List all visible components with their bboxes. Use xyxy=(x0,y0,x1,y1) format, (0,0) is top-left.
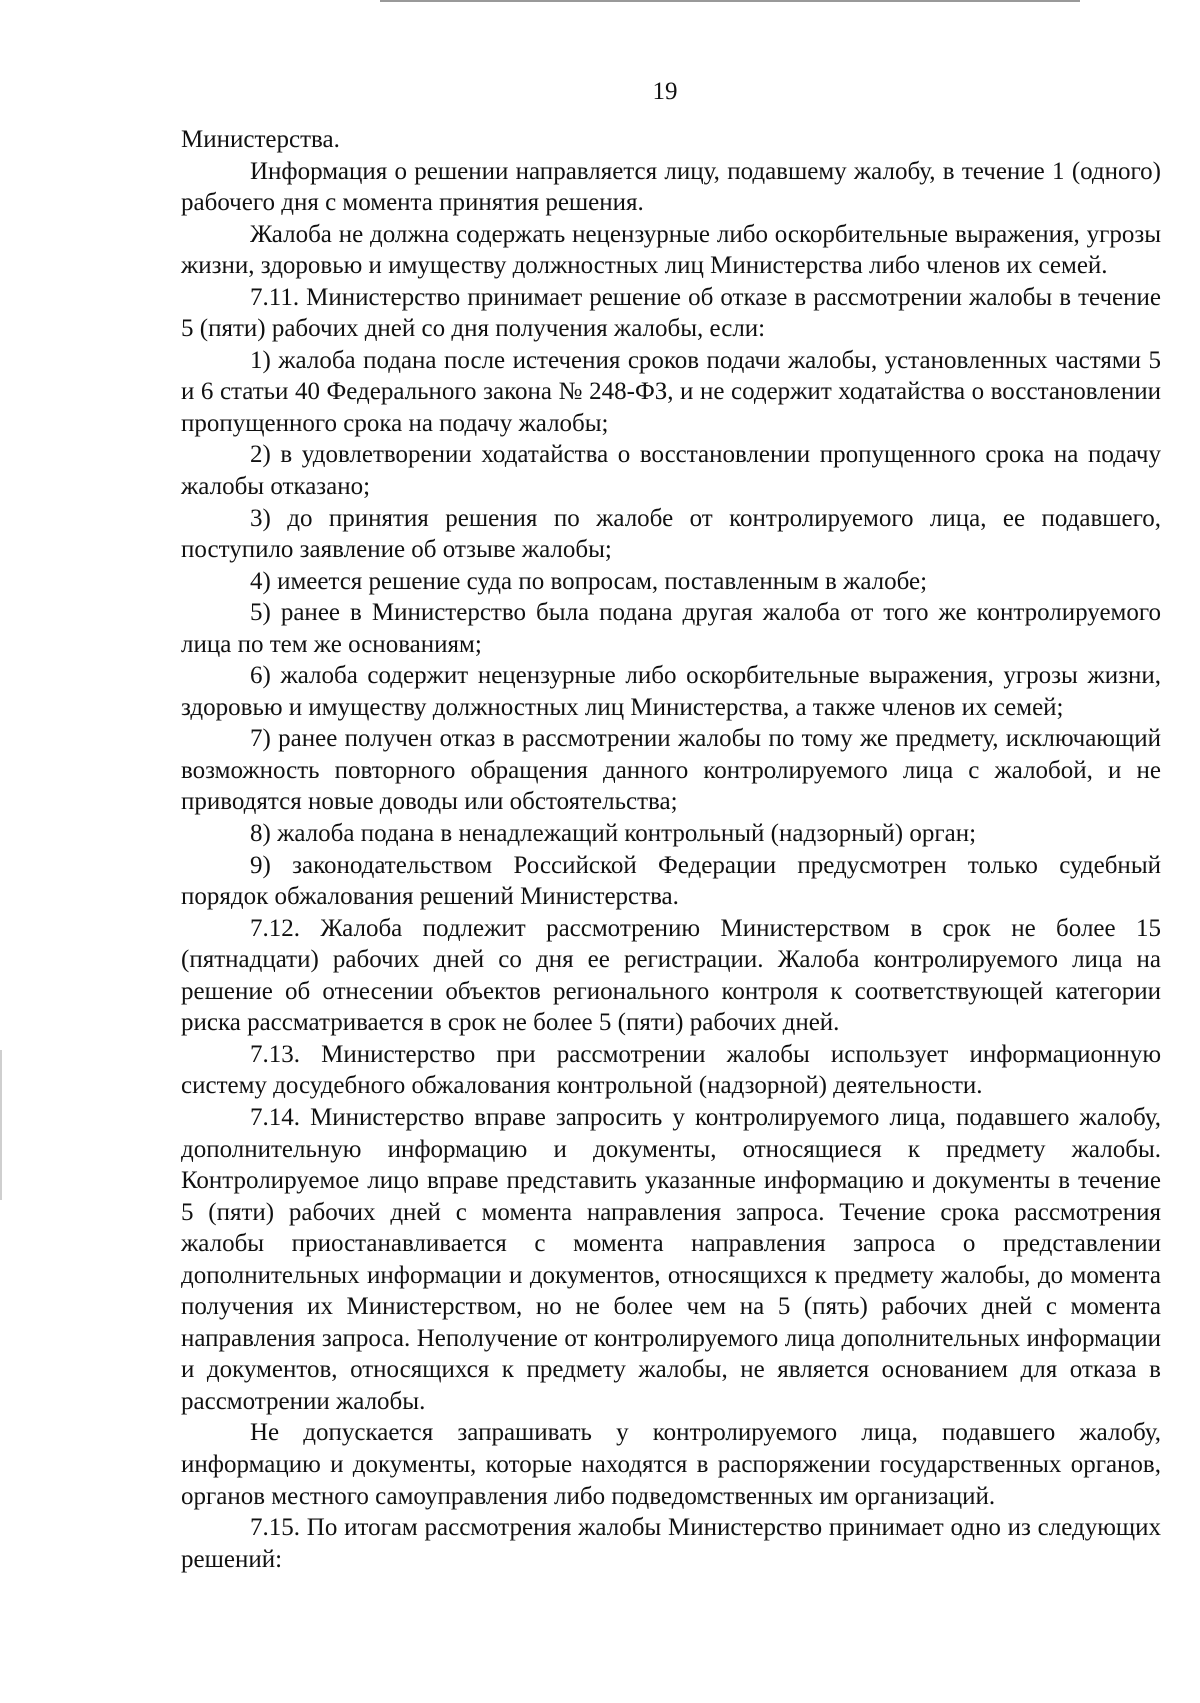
paragraph-7-11: 7.11. Министерство принимает решение об отказе в рассмотрении жалобы в течение 5 (пяти) рабочих дней со дня получения жалобы, если: xyxy=(181,283,1161,343)
list-item-1: 1) жалоба подана после истечения сроков подачи жалобы, установленных частями 5 и 6 статьи 40 Федерального закона № 248-ФЗ, и не содержит ходатайства о восстановлении пропущенного срока на подачу жалобы; xyxy=(181,346,1161,437)
list-item-9: 9) законодательством Российской Федерации предусмотрен только судебный порядок обжалования решений Министерства. xyxy=(181,851,1161,911)
list-item-8: 8) жалоба подана в ненадлежащий контрольный (надзорный) орган; xyxy=(250,820,977,848)
paragraph-continuation: Министерства. xyxy=(181,126,340,153)
list-item-3: 3) до принятия решения по жалобе от контролируемого лица, ее подавшего, поступило заявление об отзыве жалобы; xyxy=(181,504,1161,564)
paragraph-not-allowed: Не допускается запрашивать у контролируемого лица, подавшего жалобу, информацию и документы, которые находятся в распоряжении государственных органов, органов местного самоуправления либо подведомственных им организаций. xyxy=(181,1419,1161,1510)
scan-edge-left xyxy=(0,1050,2,1200)
page-number: 19 xyxy=(652,78,678,105)
scan-edge-top xyxy=(380,0,1080,2)
paragraph-complaint-content: Жалоба не должна содержать нецензурные либо оскорбительные выражения, угрозы жизни, здоровью и имуществу должностных лиц Министерства либо членов их семей. xyxy=(181,220,1161,280)
list-item-4: 4) имеется решение суда по вопросам, поставленным в жалобе; xyxy=(250,567,928,595)
document-body xyxy=(181,124,1161,1575)
list-item-2: 2) в удовлетворении ходатайства о восстановлении пропущенного срока на подачу жалобы отказано; xyxy=(181,441,1161,501)
paragraph-7-15: 7.15. По итогам рассмотрения жалобы Министерство принимает одно из следующих решений: xyxy=(181,1514,1161,1573)
paragraph-7-12: 7.12. Жалоба подлежит рассмотрению Министерством в срок не более 15 (пятнадцати) рабочих дней со дня ее регистрации. Жалоба контролируемого лица на решение об отнесении объектов регионального контроля к соответствующей категории риска рассматривается в срок не более 5 (пяти) рабочих дней. xyxy=(181,914,1161,1037)
list-item-6: 6) жалоба содержит нецензурные либо оскорбительные выражения, угрозы жизни, здоровью и имуществу должностных лиц Министерства, а также членов их семей; xyxy=(181,662,1161,721)
paragraph-7-14: 7.14. Министерство вправе запросить у контролируемого лица, подавшего жалобу, дополнительную информацию и документы, относящиеся к предмету жалобы. Контролируемое лицо вправе представить указанные информацию и документы в течение 5 (пяти) рабочих дней с момента направления запроса. Течение срока рассмотрения жалобы приостанавливается с момента направления запроса о представлении дополнительных информации и документов, относящихся к предмету жалобы, до момента получения их Министерством, но не более чем на 5 (пять) рабочих дней с момента направления запроса. Неполучение от контролируемого лица дополнительных информации и документов, относящихся к предмету жалобы, не является основанием для отказа в рассмотрении жалобы. xyxy=(181,1103,1161,1415)
paragraph-7-13: 7.13. Министерство при рассмотрении жалобы использует информационную систему досудебного обжалования контрольной (надзорной) деятельности. xyxy=(181,1040,1161,1100)
paragraph-decision-notice: Информация о решении направляется лицу, подавшему жалобу, в течение 1 (одного) рабочего дня с момента принятия решения. xyxy=(181,157,1161,217)
list-item-7: 7) ранее получен отказ в рассмотрении жалобы по тому же предмету, исключающий возможность повторного обращения данного контролируемого лица с жалобой, и не приводятся новые доводы или обстоятельства; xyxy=(181,725,1161,816)
list-item-5: 5) ранее в Министерство была подана другая жалоба от того же контролируемого лица по тем же основаниям; xyxy=(181,599,1161,658)
